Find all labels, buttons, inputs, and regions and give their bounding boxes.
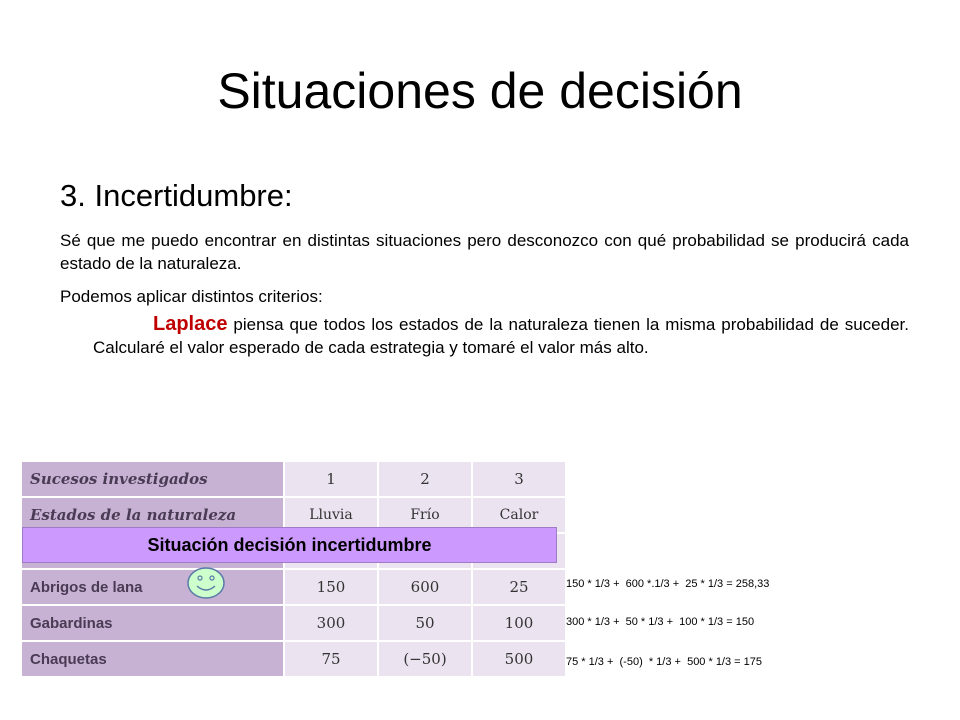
- decision-banner: Situación decisión incertidumbre: [22, 527, 557, 563]
- laplace-description: piensa que todos los estados de la naturaleza tienen la misma probabilidad de suceder. Calcularé el valor esperado de cada estrategia y tomaré el valor más alto.: [93, 315, 909, 357]
- row-cell: 150: [284, 569, 378, 605]
- header-cell: 1: [284, 461, 378, 497]
- table-row: [21, 641, 566, 677]
- table-row: [21, 569, 566, 605]
- row-cell: (−50): [378, 641, 472, 677]
- row-cell: 300: [284, 605, 378, 641]
- paragraph-criteria-text: Podemos aplicar distintos criterios:: [60, 287, 323, 306]
- row-cell: 600: [378, 569, 472, 605]
- header-cell: Lluvia: [284, 497, 378, 533]
- header-cell: Frío: [378, 497, 472, 533]
- calculation-line: 300 * 1/3 + 50 * 1/3 + 100 * 1/3 = 150: [566, 616, 755, 628]
- table-header-row: [21, 461, 566, 497]
- header-cell: 3: [472, 461, 566, 497]
- header-label-sucesos: Sucesos investigados: [21, 461, 284, 497]
- row-label: Abrigos de lana: [21, 569, 284, 605]
- decision-table: [20, 460, 556, 672]
- row-cell: 100: [472, 605, 566, 641]
- header-label-estados: Estados de la naturaleza: [21, 497, 284, 533]
- laplace-label: Laplace: [153, 313, 228, 335]
- row-cell: 75: [284, 641, 378, 677]
- paragraph-uncertainty-text: Sé que me puedo encontrar en distintas situaciones pero desconozco con qué probabilidad se producirá cada estado de la naturaleza.: [60, 231, 909, 273]
- row-label: Gabardinas: [21, 605, 284, 641]
- paragraph-criteria: [60, 285, 909, 308]
- calculation-line: 150 * 1/3 + 600 *.1/3 + 25 * 1/3 = 258,33: [566, 578, 770, 590]
- row-cell: 50: [378, 605, 472, 641]
- smiley-face-icon: [186, 566, 226, 600]
- paragraph-laplace: [60, 313, 909, 359]
- section-heading: 3. Incertidumbre:: [60, 178, 293, 213]
- row-label: Chaquetas: [21, 641, 284, 677]
- row-cell: 500: [472, 641, 566, 677]
- paragraph-uncertainty: [60, 229, 909, 275]
- row-cell: 25: [472, 569, 566, 605]
- table-row: [21, 605, 566, 641]
- calculation-line: 75 * 1/3 + (-50) * 1/3 + 500 * 1/3 = 175: [566, 656, 762, 668]
- header-cell: 2: [378, 461, 472, 497]
- header-cell: Calor: [472, 497, 566, 533]
- slide-title: Situaciones de decisión: [217, 63, 743, 119]
